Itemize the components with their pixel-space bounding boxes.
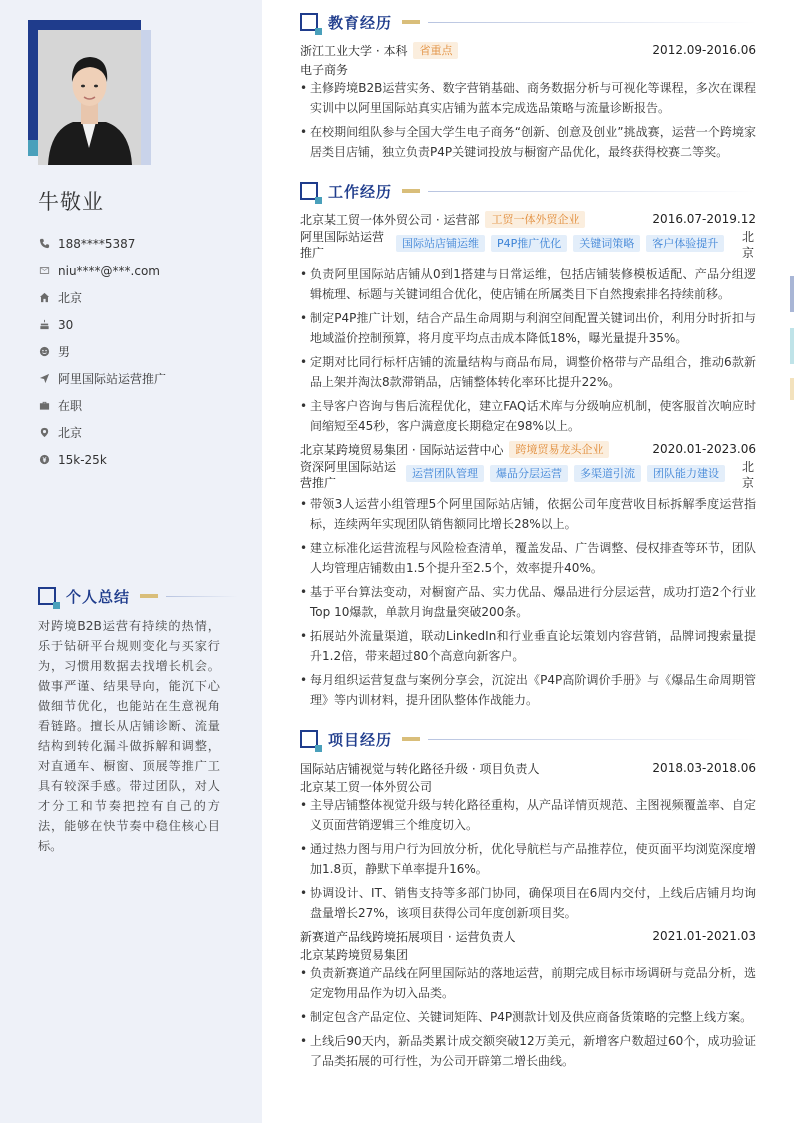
money-icon [38, 454, 50, 466]
education-bullets [300, 78, 756, 166]
info-email [38, 257, 248, 284]
skill-tag: 团队能力建设 [647, 465, 725, 482]
list-item: • 制定包含产品定位、关键词矩阵、P4P测款计划及供应商备货策略的完整上线方案。 [300, 1007, 756, 1027]
job-1-tag: 工贸一体外贸企业 [485, 211, 585, 228]
project-2-org: 北京某跨境贸易集团 [300, 948, 409, 962]
phone-icon [38, 238, 50, 250]
info-status [38, 392, 248, 419]
summary-section-header [38, 584, 238, 608]
send-icon [38, 373, 50, 385]
skill-tag: 关键词策略 [573, 235, 640, 252]
section-gold-bar [140, 594, 158, 598]
list-item: • 拓展站外流量渠道，联动LinkedIn和行业垂直论坛策划内容营销，品牌词搜索量提升1.2倍，带来超过80个高意向新客户。 [300, 626, 756, 666]
list-item: • 协调设计、IT、销售支持等多部门协同，确保项目在6周内交付，上线后店铺月均询盘量增长27%，该项目获得公司年度创新项目奖。 [300, 883, 756, 923]
skill-tag: 多渠道引流 [574, 465, 641, 482]
job-2-date: 2020.01-2023.06 [652, 442, 756, 456]
skill-tag: 爆品分层运营 [490, 465, 568, 482]
section-divider [428, 22, 756, 23]
sidebar [0, 0, 262, 1123]
job-2-tag: 跨境贸易龙头企业 [509, 441, 609, 458]
project-1-header [300, 759, 756, 777]
project-2-header [300, 927, 756, 945]
briefcase-icon [38, 400, 50, 412]
info-gender-text: 男 [58, 345, 71, 359]
skill-tag: 运营团队管理 [406, 465, 484, 482]
list-item: • 主修跨境B2B运营实务、数字营销基础、商务数据分析与可视化等课程，多次在课程实训中以阿里国际站真实店铺为蓝本完成选品策略与流量诊断报告。 [300, 78, 756, 118]
section-square-icon [300, 13, 318, 31]
list-item: • 定期对比同行标杆店铺的流量结构与商品布局，调整价格带与产品组合，推动6款新品上架并淘汰8款滞销品，店铺整体转化率环比提升22%。 [300, 352, 756, 392]
list-item: • 负责新赛道产品线在阿里国际站的落地运营，前期完成目标市场调研与竞品分析，选定宠物用品作为切入品类。 [300, 963, 756, 1003]
list-item: • 通过热力图与用户行为回放分析，优化导航栏与产品推荐位，使页面平均浏览深度增加1.8页，静默下单率提升16%。 [300, 839, 756, 879]
projects-title: 项目经历 [328, 730, 393, 749]
list-item: • 上线后90天内，新品类累计成交额突破12万美元，新增客户数超过60个，成功验证了品类拓展的可行性，为公司开辟第二增长曲线。 [300, 1031, 756, 1071]
job-2-skill-tags [406, 465, 725, 482]
info-salary [38, 446, 248, 473]
project-1-bullets [300, 795, 756, 927]
photo-frame-accent [141, 30, 151, 165]
education-entry-header [300, 41, 756, 59]
edge-mark-blue [790, 276, 794, 312]
education-school: 浙江工业大学 · 本科 [300, 43, 408, 58]
info-email-text: niu****@***.com [58, 263, 160, 278]
project-1-org: 北京某工贸一体外贸公司 [300, 780, 433, 794]
candidate-name: 牛敬业 [38, 190, 104, 214]
info-target-city [38, 419, 248, 446]
info-age-text: 30 [58, 317, 74, 332]
list-item: • 带领3人运营小组管理5个阿里国际站店铺，依据公司年度营收目标拆解季度运营指标，连续两年实现团队销售额同比增长28%以上。 [300, 494, 756, 534]
section-divider [428, 191, 756, 192]
job-1-skill-tags [396, 235, 724, 252]
list-item: • 基于平台算法变动，对橱窗产品、实力优品、爆品进行分层运营，成功打造2个行业Top 10爆款，单款月询盘量突破200条。 [300, 582, 756, 622]
edge-mark-teal [790, 328, 794, 364]
project-2-bullets [300, 963, 756, 1075]
list-item: • 主导店铺整体视觉升级与转化路径重构，从产品详情页规范、主图视频覆盖率、自定义页面营销逻辑三个维度切入。 [300, 795, 756, 835]
location-pin-icon [38, 427, 50, 439]
info-home-text: 北京 [58, 291, 83, 305]
section-divider [428, 739, 756, 740]
list-item: • 负责阿里国际站店铺从0到1搭建与日常运维，包括店铺装修模板适配、产品分组逻辑梳理、标题与关键词组合优化，使店铺在所属类目下自然搜索排名持续前移。 [300, 264, 756, 304]
job-2-company: 北京某跨境贸易集团 · 国际站运营中心 [300, 442, 504, 457]
section-gold-bar [402, 737, 420, 741]
info-target-city-text: 北京 [58, 426, 83, 440]
info-home [38, 284, 248, 311]
section-square-icon [300, 182, 318, 200]
section-gold-bar [402, 20, 420, 24]
info-target-position-text: 阿里国际站运营推广 [58, 372, 167, 386]
job-2-role-row [300, 459, 756, 491]
work-section-header [300, 180, 756, 202]
job-1-date: 2016.07-2019.12 [652, 212, 756, 226]
email-icon [38, 265, 50, 277]
work-title: 工作经历 [328, 182, 393, 201]
info-salary-text: 15k-25k [58, 452, 107, 467]
job-1-company: 北京某工贸一体外贸公司 · 运营部 [300, 212, 480, 227]
job-1-role-row [300, 229, 756, 261]
job-2-location: 北京 [742, 460, 755, 490]
job-1-bullets [300, 264, 756, 440]
skill-tag: 国际站店铺运维 [396, 235, 485, 252]
info-status-text: 在职 [58, 399, 83, 413]
project-2-date: 2021.01-2021.03 [652, 929, 756, 943]
job-2-role: 资深阿里国际站运营推广 [300, 460, 397, 490]
list-item: • 主导客户咨询与售后流程优化，建立FAQ话术库与分级响应机制，使客服首次响应时间缩短至45秒，客户满意度长期稳定在98%以上。 [300, 396, 756, 436]
summary-text: 对跨境B2B运营有持续的热情，乐于钻研平台规则变化与买家行为，习惯用数据去找增长机会。做事严谨、结果导向，能沉下心做细节优化，也能站在生意视角看链路。擅长从店铺诊断、流量结构到转化漏斗做拆解和调整，对直通车、橱窗、顶展等推广工具有较深手感。带过团队，对人才分工和节奏把控有自己的方法，能够在快节奏中稳住核心目标。 [38, 619, 220, 853]
project-1-title: 国际站店铺视觉与转化路径升级 · 项目负责人 [300, 761, 540, 776]
job-2-header [300, 440, 756, 458]
job-1-header [300, 210, 756, 228]
list-item: • 建立标准化运营流程与风险检查清单，覆盖发品、广告调整、侵权排查等环节，团队人均管理店铺数由1.5个提升至2.5个，效率提升40%。 [300, 538, 756, 578]
education-tag: 省重点 [413, 42, 458, 59]
cake-icon [38, 319, 50, 331]
summary-title: 个人总结 [66, 587, 131, 606]
education-major: 电子商务 [300, 63, 349, 77]
home-icon [38, 292, 50, 304]
project-2-title: 新赛道产品线跨境拓展项目 · 运营负责人 [300, 929, 516, 944]
profile-photo [38, 30, 141, 165]
info-phone [38, 230, 248, 257]
info-age [38, 311, 248, 338]
education-date: 2012.09-2016.06 [652, 43, 756, 57]
info-gender [38, 338, 248, 365]
gender-icon [38, 346, 50, 358]
section-square-icon [300, 730, 318, 748]
list-item: • 每月组织运营复盘与案例分享会，沉淀出《P4P高阶调价手册》与《爆品生命周期管理》等内训材料，提升团队整体作战能力。 [300, 670, 756, 710]
list-item: • 制定P4P推广计划，结合产品生命周期与利润空间配置关键词出价，利用分时折扣与地域溢价控制预算，将月度平均点击成本降低18%，曝光量提升35%。 [300, 308, 756, 348]
edge-mark-gold [790, 378, 794, 400]
education-section-header [300, 11, 756, 33]
projects-section-header [300, 728, 756, 750]
section-gold-bar [402, 189, 420, 193]
project-1-date: 2018.03-2018.06 [652, 761, 756, 775]
skill-tag: P4P推广优化 [491, 235, 567, 252]
section-divider [166, 596, 238, 597]
education-title: 教育经历 [328, 13, 393, 32]
contact-info-list [38, 230, 248, 473]
list-item: • 在校期间组队参与全国大学生电子商务“创新、创意及创业”挑战赛，运营一个跨境家居类目店铺，独立负责P4P关键词投放与橱窗产品优化，最终获得校赛二等奖。 [300, 122, 756, 162]
info-phone-text: 188****5387 [58, 236, 136, 251]
section-square-icon [38, 587, 56, 605]
skill-tag: 客户体验提升 [646, 235, 724, 252]
info-target-position [38, 365, 248, 392]
job-2-bullets [300, 494, 756, 714]
job-1-role: 阿里国际站运营推广 [300, 230, 385, 260]
job-1-location: 北京 [742, 230, 755, 260]
